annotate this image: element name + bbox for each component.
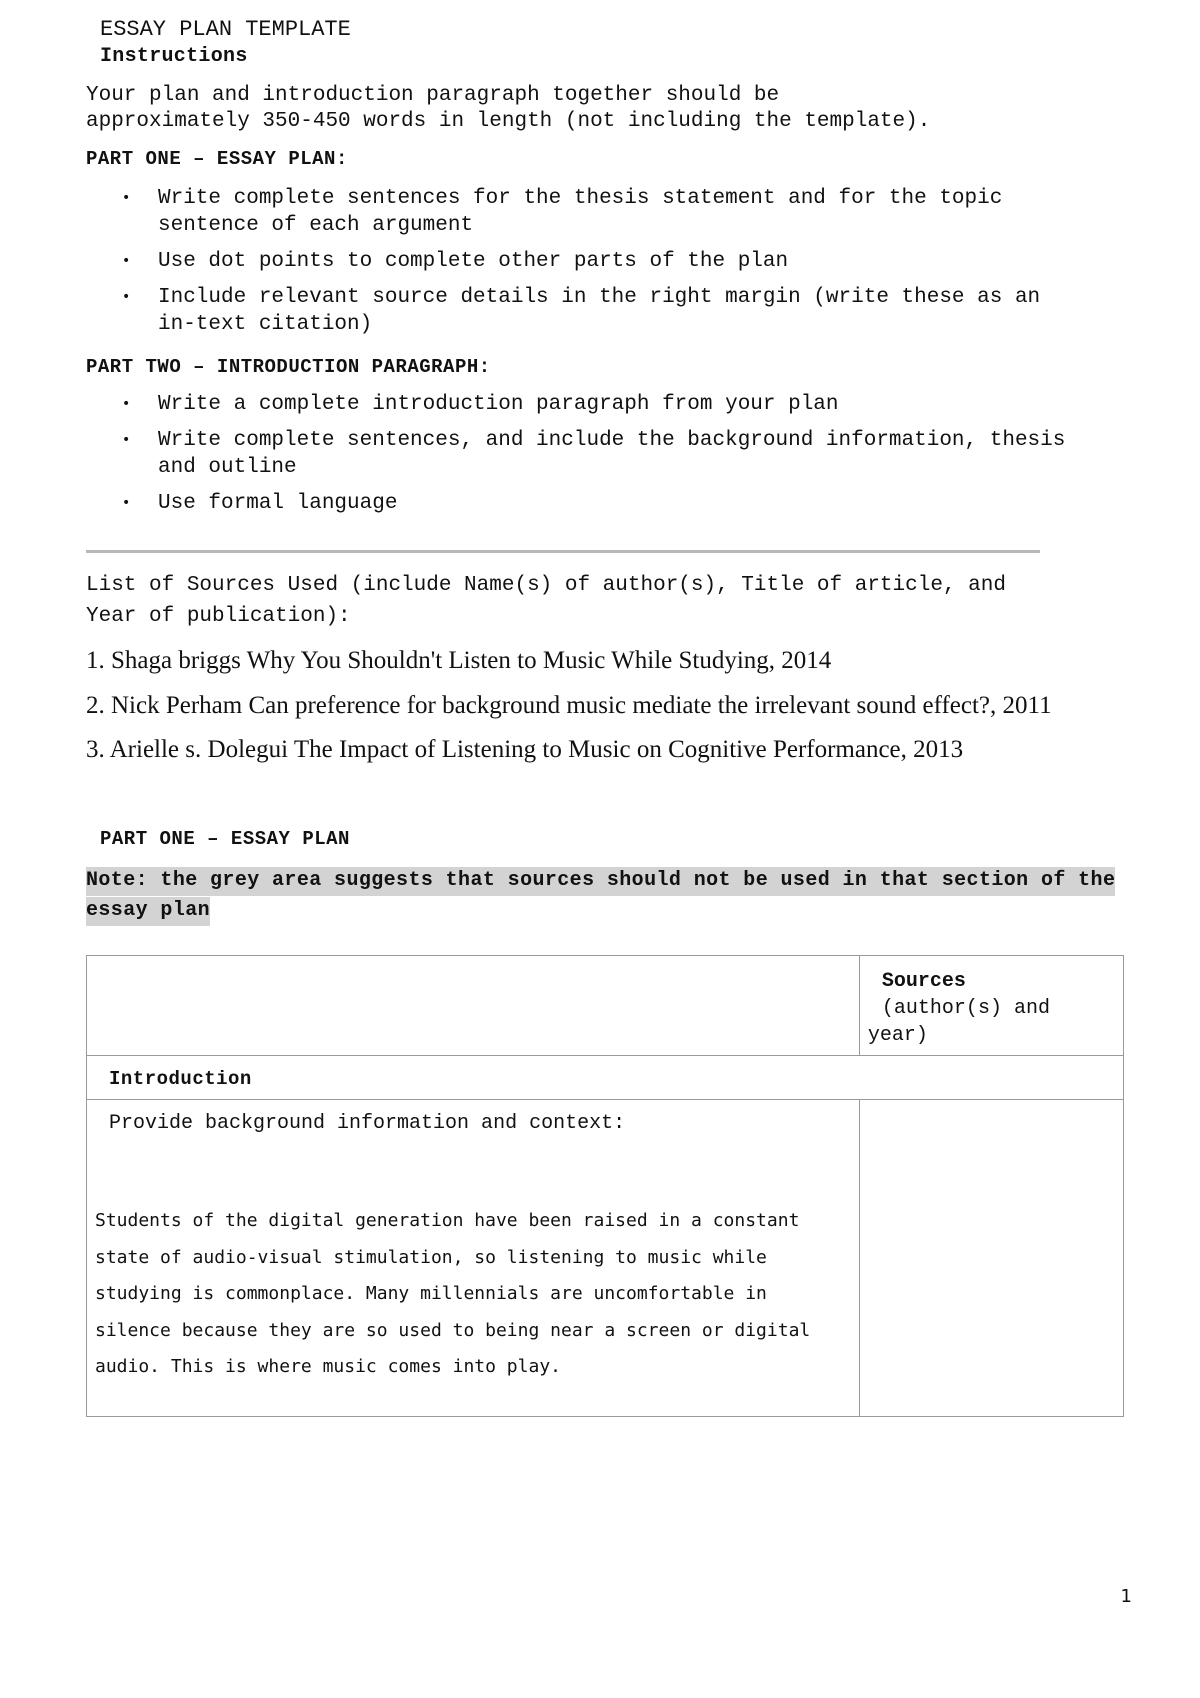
table-row (87, 1100, 1124, 1417)
list-item: • Write complete sentences, and include the background information, thesis and outline (122, 429, 1066, 479)
instructions-heading: Instructions (100, 45, 248, 68)
part-one-bullet-list (120, 185, 1140, 347)
length-instruction-line-1: Your plan and introduction paragraph together should be (86, 84, 780, 107)
bullet-icon: • (122, 289, 131, 305)
sources-heading-line-2: Year of publication): (86, 605, 351, 628)
bullet-icon: • (122, 396, 131, 412)
grey-area-note (86, 866, 1136, 926)
part-one-instructions-heading: PART ONE – ESSAY PLAN: (86, 148, 348, 170)
length-instruction-line-2: approximately 350-450 words in length (not including the template). (86, 110, 931, 133)
source-item-3: 3. Arielle s. Dolegui The Impact of Listening to Music on Cognitive Performance, 2013 (86, 736, 964, 763)
bullet-icon: • (122, 495, 131, 511)
essay-plan-table (86, 955, 1124, 1417)
note-highlight: Note: the grey area suggests that sources should not be used in that section of the essay plan (86, 867, 1115, 926)
table-row (87, 956, 1124, 1056)
background-paragraph: Students of the digital generation have been raised in a constant state of audio-visual stimulation, so listening to music while studying is commonplace. Many millennials are uncomfortable in silence because they are so used to being near a screen or digital audio. This is where music comes into play. (95, 1210, 811, 1377)
source-item-2: 2. Nick Perham Can preference for background music mediate the irrelevant sound effect?, 2011 (86, 692, 1052, 719)
background-cell[interactable] (87, 1100, 860, 1417)
plan-header-cell (87, 956, 860, 1056)
list-item: • Use formal language (122, 492, 398, 515)
essay-plan-heading: PART ONE – ESSAY PLAN (100, 828, 350, 850)
table-row (87, 1056, 1124, 1100)
sources-heading-line-1: List of Sources Used (include Name(s) of author(s), Title of article, and (86, 574, 1006, 597)
part-two-bullet-list (120, 391, 1140, 526)
section-divider (86, 550, 1040, 553)
part-two-instructions-heading: PART TWO – INTRODUCTION PARAGRAPH: (86, 356, 491, 378)
list-item: • Include relevant source details in the right margin (write these as an in-text citation) (122, 286, 1041, 336)
list-item: • Write complete sentences for the thesis statement and for the topic sentence of each argument (122, 187, 1003, 237)
background-label: Provide background information and context: (109, 1112, 626, 1135)
introduction-label: Introduction (87, 1056, 1124, 1100)
page-number: 1 (1120, 1586, 1132, 1607)
document-title: ESSAY PLAN TEMPLATE (100, 17, 351, 42)
sources-column-header: Sources (author(s) and year) (859, 956, 1123, 1056)
bullet-icon: • (122, 432, 131, 448)
list-item: • Use dot points to complete other parts of the plan (122, 250, 789, 273)
bullet-icon: • (122, 190, 131, 206)
source-item-1: 1. Shaga briggs Why You Shouldn't Listen to Music While Studying, 2014 (86, 647, 832, 674)
bullet-icon: • (122, 253, 131, 269)
list-item: • Write a complete introduction paragraph from your plan (122, 393, 839, 416)
background-sources-cell[interactable] (859, 1100, 1123, 1417)
